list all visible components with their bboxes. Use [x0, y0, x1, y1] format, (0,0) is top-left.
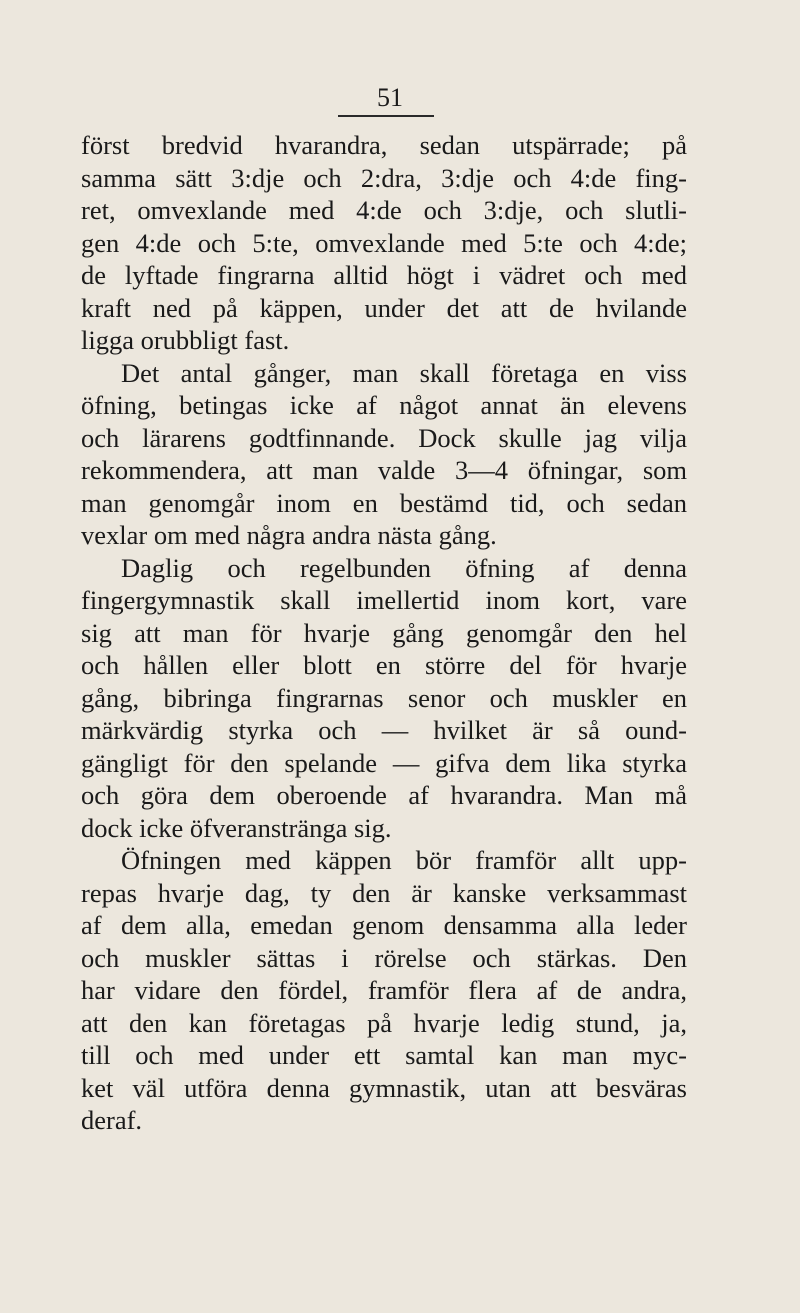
- text-line: Det antal gånger, man skall företaga en viss: [121, 357, 687, 388]
- text-line: Öfningen med käppen bör framför allt upp-: [121, 845, 687, 875]
- text-line: deraf.: [81, 1105, 143, 1135]
- text-line: samma sätt 3:dje och 2:dra, 3:dje och 4:de fing-: [81, 162, 687, 193]
- text-line: och muskler sättas i rörelse och stärkas. Den: [81, 942, 687, 973]
- text-line: repas hvarje dag, ty den är kanske verksammast: [81, 877, 687, 908]
- page-header: [340, 83, 440, 113]
- text-line: först bredvid hvarandra, sedan utspärrade; på: [81, 130, 687, 160]
- text-line: de lyftade fingrarna alltid högt i vädret och med: [81, 260, 687, 290]
- text-line: och hållen eller blott en större del för hvarje: [81, 650, 687, 680]
- text-line: till och med under ett samtal kan man myc-: [81, 1040, 687, 1070]
- page-number: 51: [377, 83, 403, 112]
- text-line: ket väl utföra denna gymnastik, utan att besväras: [81, 1072, 687, 1103]
- body-text: [81, 129, 687, 1137]
- text-line: Daglig och regelbunden öfning af denna: [121, 552, 687, 583]
- text-line: gång, bibringa fingrarnas senor och muskler en: [81, 682, 687, 713]
- text-line: ligga orubbligt fast.: [81, 325, 290, 355]
- text-line: dock icke öfveranstränga sig.: [81, 812, 392, 843]
- text-line: man genomgår inom en bestämd tid, och sedan: [81, 487, 687, 518]
- text-line: märkvärdig styrka och — hvilket är så ound-: [81, 715, 687, 745]
- text-line: af dem alla, emedan genom densamma alla leder: [81, 910, 687, 940]
- text-line: sig att man för hvarje gång genomgår den hel: [81, 617, 687, 648]
- page-number-rule: [338, 115, 434, 117]
- text-line: fingergymnastik skall imellertid inom kort, vare: [81, 585, 687, 615]
- text-line: öfning, betingas icke af något annat än elevens: [81, 390, 687, 420]
- text-line: kraft ned på käppen, under det att de hvilande: [81, 292, 687, 323]
- text-line: och lärarens godtfinnande. Dock skulle jag vilja: [81, 422, 687, 453]
- text-line: ret, omvexlande med 4:de och 3:dje, och slutli-: [81, 195, 687, 225]
- text-line: att den kan företagas på hvarje ledig stund, ja,: [81, 1007, 687, 1038]
- text-line: gängligt för den spelande — gifva dem lika styrka: [81, 747, 687, 778]
- text-line: och göra dem oberoende af hvarandra. Man må: [81, 780, 687, 810]
- text-line: gen 4:de och 5:te, omvexlande med 5:te och 4:de;: [81, 227, 687, 258]
- text-line: har vidare den fördel, framför flera af de andra,: [81, 975, 687, 1005]
- text-line: rekommendera, att man valde 3—4 öfningar, som: [81, 455, 687, 485]
- text-line: vexlar om med några andra nästa gång.: [81, 520, 497, 550]
